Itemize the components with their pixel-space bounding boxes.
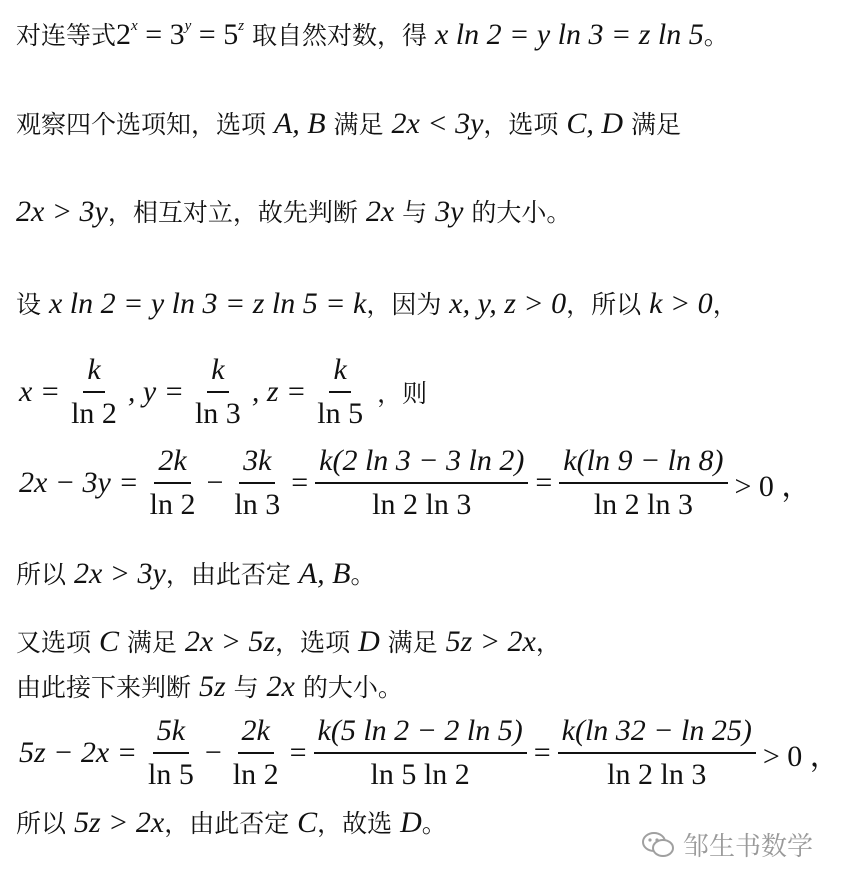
fraction: $\frac{5k}{\ln 5}$	[147, 714, 194, 791]
wechat-icon	[641, 830, 675, 860]
fraction: $\frac{k}{\ln 3}$	[194, 353, 241, 430]
watermark	[641, 826, 813, 863]
line-8: 又选项 C 满足 2x > 5z，选项 D 满足 5z > 2x，	[16, 625, 561, 658]
fraction: $\frac{k}{\ln 5}$	[317, 353, 364, 430]
fraction: $\frac{k(\ln 32 - \ln 25)}{\ln 2 \ln 3}$	[558, 713, 756, 793]
watermark-text: 邹生书数学	[682, 832, 813, 862]
fraction: $\frac{k(\ln 9 - \ln 8)}{\ln 2 \ln 3}$	[559, 443, 727, 523]
fraction: $\frac{2k}{\ln 2}$	[232, 714, 279, 791]
equation-2x-minus-3y: 2x − 3y = $\frac{2k}{\ln 2}$ − $\frac{3k}{\ln 3}$ = $\frac{k(2 \ln 3 - 3 \ln 2)}{\ln 2 \ln 3}$ = $\frac{k(\ln 9 - \ln 8)}{\ln 2 \ln 3}$ > 0 ，	[19, 444, 812, 521]
fraction: $\frac{2k}{\ln 2}$	[149, 444, 196, 521]
line-1: 对连等式$2^x = 3^y = 5^z$ 取自然对数，得 x ln 2 = y ln 3 = z ln 5。	[16, 18, 729, 51]
fraction: $\frac{k(5 \ln 2 - 2 \ln 5)}{\ln 5 \ln 2}$	[314, 713, 527, 793]
fraction: $\frac{3k}{\ln 3}$	[234, 444, 281, 521]
line-2: 观察四个选项知，选项 A, B 满足 2x < 3y，选项 C, D 满足	[16, 107, 681, 140]
equation-x-y-z: x = $\frac{k}{\ln 2}$ , y = $\frac{k}{\ln 3}$ , z = $\frac{k}{\ln 5}$ ，则	[19, 353, 428, 430]
line-4: 设 x ln 2 = y ln 3 = z ln 5 = k，因为 x, y, z > 0，所以 k > 0，	[16, 287, 738, 320]
line-3: 2x > 3y，相互对立，故先判断 2x 与 3y 的大小。	[16, 195, 572, 228]
line-11: 所以 5z > 2x，由此否定 C，故选 D。	[16, 806, 447, 839]
line-9: 由此接下来判断 5z 与 2x 的大小。	[16, 670, 403, 703]
fraction: $\frac{k(2 \ln 3 - 3 \ln 2)}{\ln 2 \ln 3}$	[315, 443, 528, 523]
line-7: 所以 2x > 3y，由此否定 A, B。	[16, 557, 376, 590]
equation-5z-minus-2x: 5z − 2x = $\frac{5k}{\ln 5}$ − $\frac{2k}{\ln 2}$ = $\frac{k(5 \ln 2 - 2 \ln 5)}{\ln 5 \ln 2}$ = $\frac{k(\ln 32 - \ln 25)}{\ln 2 \ln 3}$ > 0 ，	[19, 714, 840, 791]
fraction: $\frac{k}{\ln 2}$	[71, 353, 117, 430]
